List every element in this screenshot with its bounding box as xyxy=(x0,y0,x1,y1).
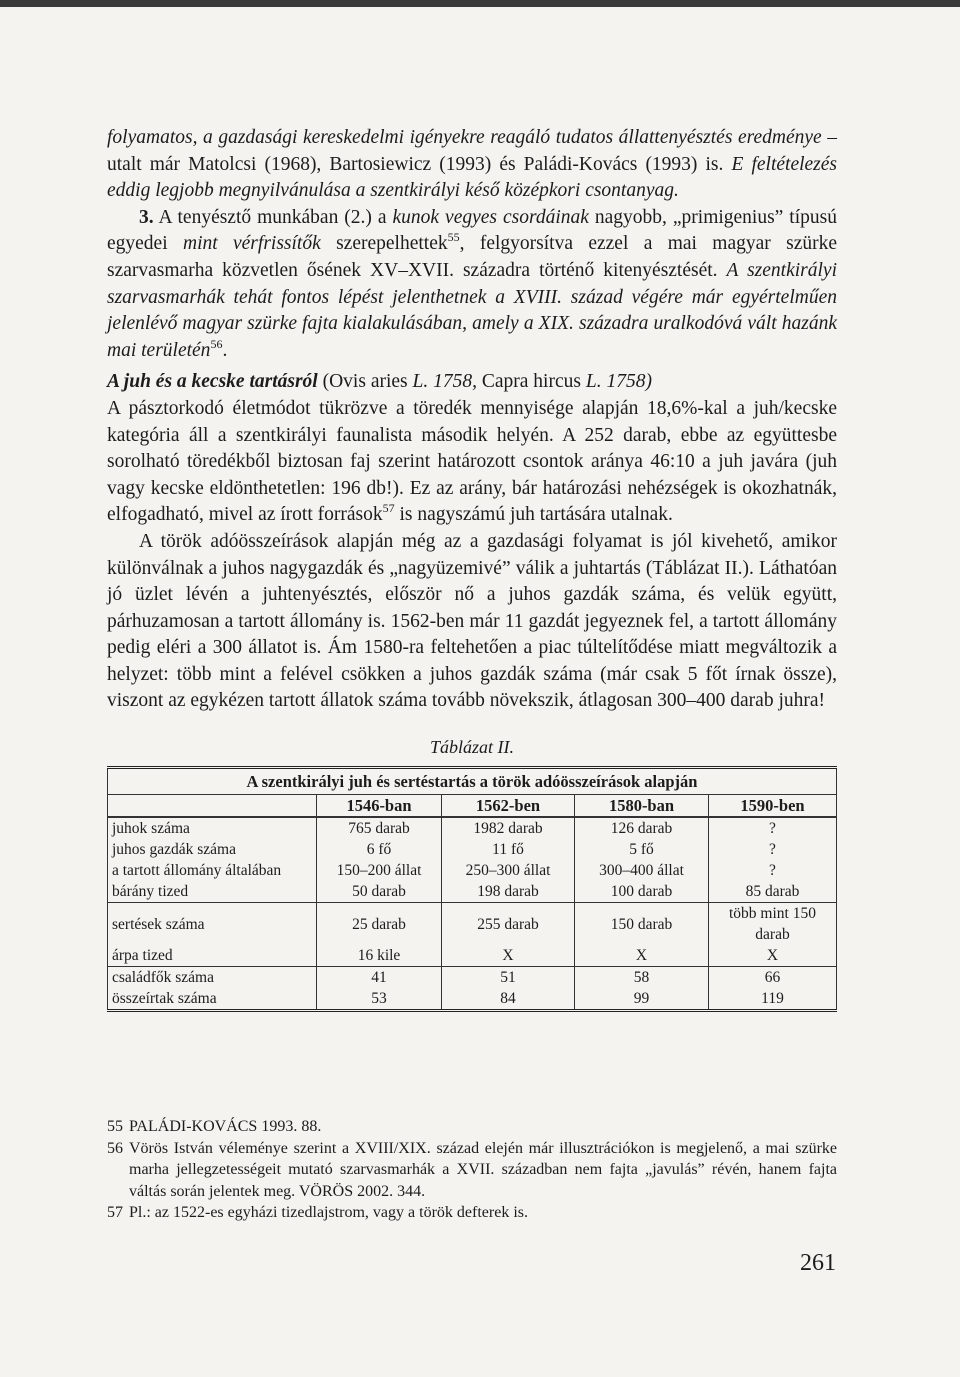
juh-paragraph-2: A török adóösszeírások alapján még az a gazdasági folyamat is jól kivehető, amikor különválnak a juhos nagygazdák és „nagyüzemivé” válik a juhtartás (Táblázat II.). Láthatóan jó üzlet lévén a juhtenyésztés, először nő a juhos gazdák száma, és velük együtt, párhuzamosan a tartott állomány is. 1562-ben már 11 gazdát jegyeznek fel, a tartott állomány pedig eléri a 300 állatot is. Ám 1580-ra feltehetően a piac túltelítődése miatt megváltozik a helyzet: több mint a felével csökken a juhos gazdák száma (már csak 5 főt írnak össze), viszont az egykézen tartott állatok száma tovább növekszik, átlagosan 300–400 darab juhra! xyxy=(107,530,837,712)
juh-italic-1: L. 1758, xyxy=(412,371,477,393)
section-3-paragraph xyxy=(107,205,837,365)
table-row xyxy=(108,967,837,989)
table-cell: 53 xyxy=(317,988,442,1011)
header-blank xyxy=(108,795,317,818)
table-row xyxy=(108,860,837,881)
juh-heading-line xyxy=(107,369,837,396)
column-header: 1580-ban xyxy=(575,795,709,818)
table-cell: 100 darab xyxy=(575,881,709,903)
intro-italic-2: E feltételezés eddig legjobb megnyilvánulása a szentkirályi késő középkori csontanyag. xyxy=(107,153,837,202)
table-caption: Táblázat II. xyxy=(429,737,514,758)
table-cell: X xyxy=(442,945,575,967)
table-cell: 150–200 állat xyxy=(317,860,442,881)
table-cell: 25 darab xyxy=(317,903,442,946)
column-header: 1562-ben xyxy=(442,795,575,818)
intro-text-1: – utalt már Matolcsi (1968), Bartosiewicz (1993) és Paládi-Kovács (1993) is. xyxy=(107,127,838,175)
table-cell: ? xyxy=(709,860,837,881)
juh-para-end: is nagyszámú juh tartására utalnak. xyxy=(394,504,673,526)
footnote-56 xyxy=(107,1138,837,1203)
table-cell: 150 darab xyxy=(575,903,709,946)
table-cell: 255 darab xyxy=(442,903,575,946)
table-cell: 85 darab xyxy=(709,881,837,903)
table-cell: ? xyxy=(709,817,837,839)
table-row xyxy=(108,903,837,946)
row-label: a tartott állomány általában xyxy=(108,860,317,881)
s3-italic-3: A szentkirályi szarvasmarhák tehát fontos lépést jelenthetnek a XVIII. század végére már egyértelműen jelenlévő magyar szürke fajta kialakulásában, amely a XIX. századra uralkodóvá vált hazánk mai területén xyxy=(107,259,837,361)
footnote-ref-55[interactable]: 55 xyxy=(447,230,460,245)
row-label: árpa tized xyxy=(108,945,317,967)
table-cell: több mint 150 darab xyxy=(709,903,837,946)
table-cell: 250–300 állat xyxy=(442,860,575,881)
juh-text-2: Capra hircus xyxy=(477,371,586,393)
table-cell: 66 xyxy=(709,967,837,989)
table-cell: 198 darab xyxy=(442,881,575,903)
table-title: A szentkirályi juh és sertéstartás a török adóösszeírások alapján xyxy=(108,768,837,795)
juh-paragraph xyxy=(107,396,837,529)
table-row xyxy=(108,817,837,839)
table-cell: 5 fő xyxy=(575,839,709,860)
s3-text-5: . xyxy=(222,339,228,361)
s3-text-2: nagyobb, „primigenius” típusú egyedei xyxy=(107,206,837,255)
table-row xyxy=(108,988,837,1011)
page-number: 261 xyxy=(800,1250,836,1276)
row-label: juhok száma xyxy=(108,817,317,839)
juh-text-1: (Ovis aries xyxy=(317,371,413,393)
row-label: családfők száma xyxy=(108,967,317,989)
table-cell: 50 darab xyxy=(317,881,442,903)
s3-italic-2: mint vérfrissítők xyxy=(182,233,321,255)
table-cell: 119 xyxy=(709,988,837,1011)
data-table xyxy=(107,766,837,1012)
table-cell: X xyxy=(575,945,709,967)
intro-paragraph xyxy=(107,125,837,205)
footnote-text: PALÁDI-KOVÁCS 1993. 88. xyxy=(129,1118,322,1135)
footnotes xyxy=(107,1116,837,1224)
footnote-text: Pl.: az 1522-es egyházi tizedlajstrom, vagy a török defterek is. xyxy=(129,1204,528,1221)
table-row xyxy=(108,881,837,903)
row-label: sertések száma xyxy=(108,903,317,946)
table-cell: 99 xyxy=(575,988,709,1011)
juh-italic-2: L. 1758) xyxy=(585,371,652,393)
footnote-55 xyxy=(107,1116,837,1138)
table-cell: 300–400 állat xyxy=(575,860,709,881)
s3-text-4: , felgyorsítva ezzel a mai magyar szürke szarvasmarha közvetlen ősének XV–XVII. századra történő kitenyésztését. xyxy=(107,233,838,281)
table-cell: 11 fő xyxy=(442,839,575,860)
row-label: összeírtak száma xyxy=(108,988,317,1011)
top-rule xyxy=(0,0,960,7)
table-cell: X xyxy=(709,945,837,967)
table-cell: ? xyxy=(709,839,837,860)
s3-text-3: szerepelhettek xyxy=(320,233,448,255)
row-label: juhos gazdák száma xyxy=(108,839,317,860)
table-row xyxy=(108,945,837,967)
table-cell: 58 xyxy=(575,967,709,989)
footnote-ref-56[interactable]: 56 xyxy=(210,336,223,351)
footnote-text: Vörös István véleménye szerint a XVIII/XIX. század elején már illusztrációkon is megjelenő, a mai szürke marha jellegzetességeit mutató szarvasmarhák a XVII. században nem fajta „javulás” révén, hanem fajta váltás során jelentek meg. VÖRÖS 2002. 344. xyxy=(129,1139,837,1200)
page-body xyxy=(107,125,837,1012)
footnote-number: 57 xyxy=(107,1204,123,1221)
column-header: 1546-ban xyxy=(317,795,442,818)
table-cell: 16 kile xyxy=(317,945,442,967)
column-header: 1590-ben xyxy=(709,795,837,818)
table-cell: 51 xyxy=(442,967,575,989)
footnote-number: 56 xyxy=(107,1139,123,1157)
table-row xyxy=(108,839,837,860)
row-label: bárány tized xyxy=(108,881,317,903)
s3-italic-1: kunok vegyes csordáinak xyxy=(392,206,589,228)
table-cell: 41 xyxy=(317,967,442,989)
table-cell: 126 darab xyxy=(575,817,709,839)
table-cell: 6 fő xyxy=(317,839,442,860)
s3-text-1: A tenyésztő munkában (2.) a xyxy=(153,206,393,228)
section-3-number: 3. xyxy=(139,206,154,228)
table-cell: 84 xyxy=(442,988,575,1011)
footnote-57 xyxy=(107,1202,837,1224)
footnote-ref-57[interactable]: 57 xyxy=(382,501,395,516)
juh-para-text: A pásztorkodó életmódot tükrözve a töredék mennyisége alapján 18,6%-kal a juh/kecske kategória áll a szentkirályi faunalista második helyén. A 252 darab, ebbe az együttesbe sorolható töredékből biztosan faj szerint határozott csontok aránya 46:10 a juh javára (juh vagy kecske eldönthetetlen: 196 db!). Ez az arány, bár határozási nehézségek is okozhatnák, elfogadható, mivel az írott források xyxy=(107,397,837,526)
table-cell: 1982 darab xyxy=(442,817,575,839)
footnote-number: 55 xyxy=(107,1118,123,1135)
intro-italic-1: folyamatos, a gazdasági kereskedelmi igényekre reagáló tudatos állattenyésztés eredménye xyxy=(107,127,822,148)
section-heading-juh: A juh és a kecske tartásról xyxy=(107,371,318,393)
table-cell: 765 darab xyxy=(317,817,442,839)
